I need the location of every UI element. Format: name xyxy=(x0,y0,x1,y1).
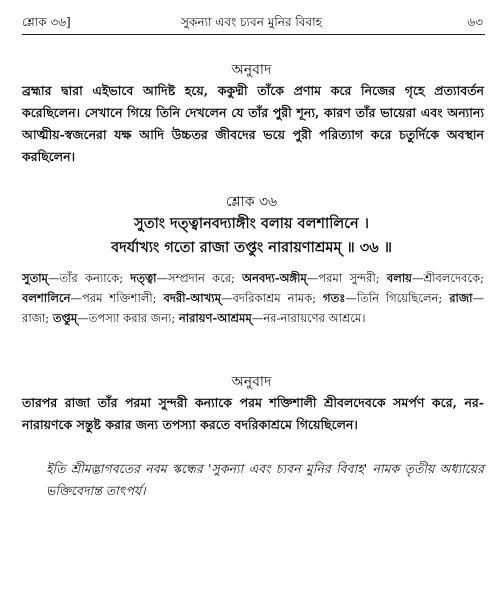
synonyms-list: সুতাম্—তাঁর কন্যাকে; দত্ত্বা—সম্প্রদান করে; অনবদ্য-অঙ্গীম্—পরমা সুন্দরী; বলায়—শ্রীবলদেবকে; বলশালিনে—পরম শক্তিশালী; বদরী-আখ্যম্—বদরিকাশ্রম নামক; গতঃ—তিনি গিয়েছিলেন; রাজা—রাজা; তপ্তুম্—তপস্যা করার জন্য; নারায়ণ-আশ্রমম্—নর-নারায়ণের আশ্রমে। xyxy=(22,271,484,325)
synonym-term: বলশালিনে xyxy=(22,291,71,305)
synonym-term: বলায় xyxy=(386,271,412,285)
synonym-term: তপ্তুম্ xyxy=(52,311,78,325)
synonyms-block xyxy=(22,268,484,328)
synonym-meaning: পরম শক্তিশালী; xyxy=(81,291,164,305)
verse-line-2: বদর্যাখ্যং গতো রাজা তপ্তুং নারায়ণাশ্রমম্ ॥ ৩৬ ॥ xyxy=(111,239,392,256)
synonym-meaning: নর-নারায়ণের আশ্রমে। xyxy=(263,311,366,325)
chapter-colophon xyxy=(46,458,484,502)
synonym-meaning: রাজা; xyxy=(22,311,53,325)
synonym-term: গতঃ xyxy=(323,291,346,305)
synonym-term: নারায়ণ-আশ্রমম্ xyxy=(178,311,252,325)
header-rule xyxy=(22,34,485,35)
verse-heading: শ্লোক ৩৬ xyxy=(225,194,278,210)
colophon-text: ইতি শ্রীমদ্ভাগবতের নবম স্কন্ধের 'সুকন্যা এবং চ্যবন মুনির বিবাহ' নামক তৃতীয় অধ্যায়ের ভক্তিবেদান্ত তাৎপর্য। xyxy=(46,461,484,498)
translation-heading: অনুবাদ xyxy=(231,62,272,78)
verse-line-1: সুতাং দত্ত্বানবদ্যাঙ্গীং বলায় বলশালিনে । xyxy=(134,215,369,232)
synonym-term: বদরী-আখ্যম্ xyxy=(163,291,221,305)
synonym-meaning: তিনি গিয়েছিলেন; xyxy=(356,291,450,305)
synonym-term: অনবদ্য-অঙ্গীম্ xyxy=(242,271,307,285)
synonym-meaning: বদরিকাশ্রম নামক; xyxy=(232,291,324,305)
translation-paragraph xyxy=(22,80,484,168)
translation-heading-2: অনুবাদ xyxy=(231,374,272,390)
synonym-meaning: সম্প্রদান করে; xyxy=(167,271,243,285)
synonym-term: সুতাম্ xyxy=(22,271,48,285)
synonym-meaning: পরমা সুন্দরী; xyxy=(318,271,387,285)
synonym-meaning: তাঁর কন্যাকে; xyxy=(59,271,131,285)
synonym-meaning: তপস্যা করার জন্য; xyxy=(88,311,179,325)
synonym-term: দত্ত্বা xyxy=(130,271,157,285)
translation-text: ব্রহ্মার দ্বারা এইভাবে আদিষ্ট হয়ে, ককুদ্মী তাঁকে প্রণাম করে নিজের গৃহে প্রত্যাবর্তন করেছিলেন। সেখানে গিয়ে তিনি দেখলেন যে তাঁর পুরী শূন্য, কারণ তাঁর ভায়েরা এবং অন্যান্য আত্মীয়-স্বজনেরা যক্ষ আদি উচ্চতর জীবদের ভয়ে পুরী পরিত্যাগ করে চতুর্দিকে অবস্থান করছিলেন। xyxy=(22,83,484,164)
synonym-meaning: শ্রীবলদেবকে; xyxy=(423,271,484,285)
synonym-term: রাজা xyxy=(449,291,473,305)
translation-paragraph-2 xyxy=(22,392,484,436)
header-chapter-title: সুকন্যা এবং চ্যবন মুনির বিবাহ xyxy=(181,15,322,29)
header-verse-ref: শ্লোক ৩৬] xyxy=(22,15,71,29)
page-number: ৬৩ xyxy=(467,15,483,29)
translation-text-2: তারপর রাজা তাঁর পরমা সুন্দরী কন্যাকে পরম শক্তিশালী শ্রীবলদেবকে সমর্পণ করে, নর-নারায়ণকে সন্তুষ্ট করার জন্য তপস্যা করতে বদরিকাশ্রমে গিয়েছিলেন। xyxy=(22,395,484,432)
